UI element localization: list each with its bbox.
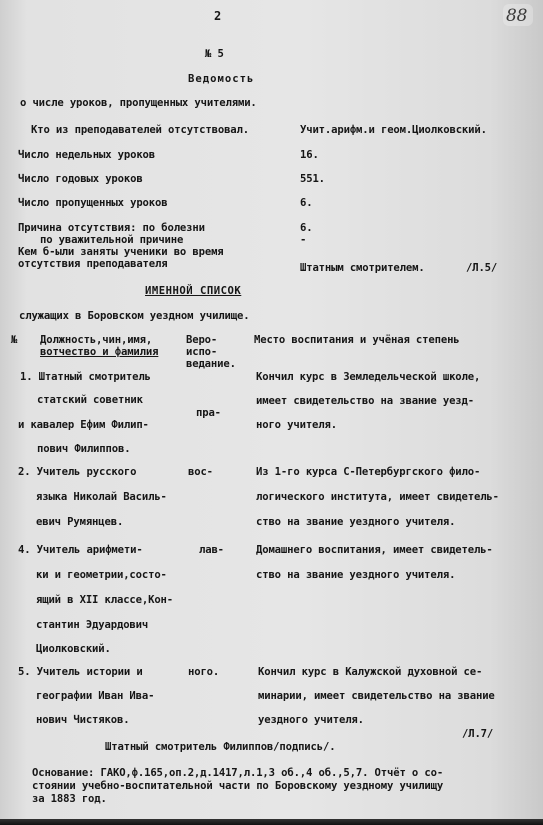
row-3-education-line-2: ство на звание уездного учителя. bbox=[256, 569, 456, 581]
absence-reason-label-1: Причина отсутствия: по болезни bbox=[18, 222, 205, 234]
row-2-religion: вос- bbox=[188, 466, 213, 478]
column-header-number: № bbox=[11, 334, 18, 346]
column-header-religion-1: Веро- bbox=[186, 334, 218, 346]
archive-ref-sheet-5: /Л.5/ bbox=[466, 262, 498, 274]
column-header-position-1: Должность,чин,имя, bbox=[40, 334, 153, 346]
row-2-position-line-1: 2. Учитель русского bbox=[18, 466, 137, 478]
row-3-position-line-4: стантин Эдуардович bbox=[36, 619, 149, 631]
staff-list-subtitle: служащих в Боровском уездном училище. bbox=[19, 310, 250, 322]
occupied-by-label-1: Кем б-ыли заняты ученики во время bbox=[18, 246, 224, 258]
column-header-religion-2: испо- bbox=[186, 346, 218, 358]
column-header-education: Место воспитания и учёная степень bbox=[254, 334, 460, 346]
absence-reason-value-2: - bbox=[300, 234, 307, 246]
row-2-position-line-2: языка Николай Василь- bbox=[36, 491, 167, 503]
signature-line: Штатный смотритель Филиппов/подпись/. bbox=[105, 741, 336, 753]
row-1-education-line-1: Кончил курс в Земледельческой школе, bbox=[256, 371, 481, 383]
row-4-position-line-3: нович Чистяков. bbox=[36, 714, 130, 726]
row-4-religion: ного. bbox=[188, 666, 220, 678]
row-1-education-line-2: имеет свидетельство на звание уезд- bbox=[256, 395, 474, 407]
row-3-education-line-1: Домашнего воспитания, имеет свидетель- bbox=[256, 544, 493, 556]
archive-page-number: 88 bbox=[506, 6, 528, 26]
basis-line-3: за 1883 год. bbox=[32, 793, 107, 805]
weekly-lessons-label: Число недельных уроков bbox=[18, 149, 156, 161]
missed-lessons-value: 6. bbox=[300, 197, 313, 209]
staff-list-title: ИМЕННОЙ СПИСОК bbox=[145, 285, 242, 297]
weekly-lessons-value: 16. bbox=[300, 149, 319, 161]
occupied-by-label-2: отсутствия преподавателя bbox=[18, 258, 168, 270]
row-3-position-line-3: ящий в XII классе,Кон- bbox=[36, 594, 174, 606]
row-3-position-line-5: Циолковский. bbox=[36, 643, 111, 655]
missed-lessons-label: Число пропущенных уроков bbox=[18, 197, 168, 209]
row-2-education-line-1: Из 1-го курса С-Петербургского фило- bbox=[256, 466, 481, 478]
row-4-position-line-1: 5. Учитель истории и bbox=[18, 666, 143, 678]
row-4-education-line-3: уездного учителя. bbox=[258, 714, 364, 726]
row-3-position-line-1: 4. Учитель арифмети- bbox=[18, 544, 143, 556]
row-3-religion: лав- bbox=[199, 544, 224, 556]
document-title: Ведомость bbox=[188, 73, 255, 85]
row-2-position-line-3: евич Румянцев. bbox=[36, 516, 124, 528]
row-4-position-line-2: географии Иван Ива- bbox=[36, 690, 155, 702]
row-1-position-line-3: и кавалер Ефим Филип- bbox=[18, 419, 149, 431]
row-1-religion: пра- bbox=[196, 407, 221, 419]
row-1-position-line-2: статский советник bbox=[37, 394, 143, 406]
yearly-lessons-value: 551. bbox=[300, 173, 325, 185]
row-1-education-line-3: ного учителя. bbox=[256, 419, 337, 431]
basis-line-1: Основание: ГАКО,ф.165,оп.2,д.1417,л.1,3 об.,4 об.,5,7. Отчёт о со- bbox=[32, 767, 444, 779]
row-2-education-line-2: логического института, имеет свидетель- bbox=[256, 491, 499, 503]
absence-reason-value-1: 6. bbox=[300, 222, 313, 234]
row-1-position-line-1: 1. Штатный смотритель bbox=[20, 371, 151, 383]
column-header-religion-3: ведание. bbox=[186, 358, 236, 370]
row-4-education-line-1: Кончил курс в Калужской духовной се- bbox=[258, 666, 483, 678]
row-1-position-line-4: пович Филиппов. bbox=[37, 443, 131, 455]
absent-teacher-value: Учит.арифм.и геом.Циолковский. bbox=[300, 124, 487, 136]
absence-reason-label-2: по уважительной причине bbox=[40, 234, 184, 246]
document-subtitle: о числе уроков, пропущенных учителями. bbox=[20, 97, 257, 109]
absent-teacher-label: Кто из преподавателей отсутствовал. bbox=[31, 124, 249, 136]
document-number: № 5 bbox=[205, 48, 224, 60]
row-4-education-line-2: минарии, имеет свидетельство на звание bbox=[258, 690, 495, 702]
row-3-position-line-2: ки и геометрии,состо- bbox=[36, 569, 167, 581]
row-2-education-line-3: ство на звание уездного учителя. bbox=[256, 516, 456, 528]
archive-ref-sheet-7: /Л.7/ bbox=[462, 728, 494, 740]
page-number: 2 bbox=[214, 9, 222, 23]
yearly-lessons-label: Число годовых уроков bbox=[18, 173, 143, 185]
basis-line-2: стоянии учебно-воспитательной части по Боровскому уездному училищу bbox=[32, 780, 444, 792]
occupied-by-value: Штатным смотрителем. bbox=[300, 262, 425, 274]
column-header-position-2: вотчество и фамилия bbox=[40, 346, 159, 358]
